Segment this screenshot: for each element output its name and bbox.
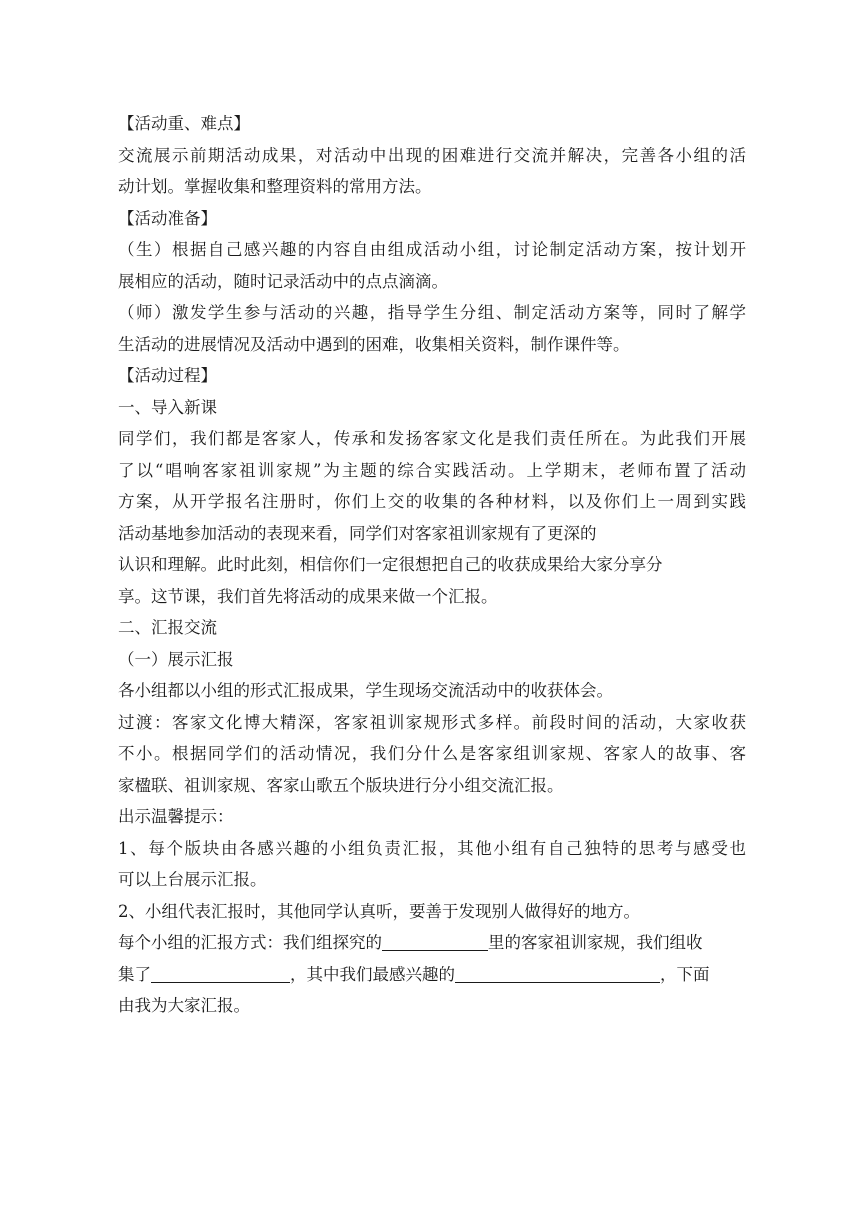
section-heading-process: 【活动过程】 — [118, 366, 217, 385]
subsection-heading-show: （一）展示汇报 — [118, 649, 234, 669]
paragraph-line: （师）激发学生参与活动的兴趣，指导学生分组、制定活动方案等，同时了解学 — [118, 303, 746, 322]
section-heading-key-points: 【活动重、难点】 — [118, 114, 250, 133]
paragraph-line: 不小。根据同学们的活动情况，我们分什么是客家组训家规、客家人的故事、客 — [118, 744, 746, 763]
fill-blank-1 — [382, 930, 488, 951]
paragraph-line: 家楹联、祖训家规、客家山歌五个版块进行分小组交流汇报。 — [118, 775, 564, 795]
paragraph-line: 生活动的进展情况及活动中遇到的困难，收集相关资料，制作课件等。 — [118, 334, 630, 354]
paragraph-line: 展相应的活动，随时记录活动中的点点滴滴。 — [118, 271, 448, 291]
tip-item-2: 2、小组代表汇报时，其他同学认真听，要善于发现别人做得好的地方。 — [118, 901, 640, 921]
template-text: ，其中我们最感兴趣的 — [290, 964, 455, 984]
subsection-heading-intro: 一、导入新课 — [118, 397, 217, 417]
report-template-line-2 — [118, 959, 746, 991]
paragraph-line: 各小组都以小组的形式汇报成果，学生现场交流活动中的收获体会。 — [118, 681, 613, 700]
template-text: ，下面 — [660, 964, 710, 984]
paragraph-line: （生）根据自己感兴趣的内容自由组成活动小组，讨论制定活动方案，按计划开 — [118, 240, 746, 259]
paragraph-line: 动计划。掌握收集和整理资料的常用方法。 — [118, 177, 432, 196]
document-page — [118, 108, 746, 1022]
fill-blank-3 — [455, 962, 660, 983]
subsection-heading-report: 二、汇报交流 — [118, 618, 217, 637]
template-text: 里的客家祖训家规，我们组收 — [488, 933, 703, 952]
report-template-line-1 — [118, 927, 746, 959]
section-heading-preparation: 【活动准备】 — [118, 208, 217, 228]
paragraph-line: 活动基地参加活动的表现来看，同学们对客家祖训家规有了更深的 — [118, 523, 597, 543]
template-text: 集了 — [118, 964, 151, 984]
paragraph-line: 由我为大家汇报。 — [118, 996, 250, 1015]
tips-heading: 出示温馨提示： — [118, 807, 234, 826]
paragraph-line: 认识和理解。此时此刻，相信你们一定很想把自己的收获成果给大家分享分 — [118, 555, 663, 574]
tip-item-1: 1、每个版块由各感兴趣的小组负责汇报，其他小组有自己独特的思考与感受也 — [118, 838, 746, 858]
template-text: 每个小组的汇报方式：我们组探究的 — [118, 933, 382, 952]
paragraph-line: 了以“唱响客家祖训家规”为主题的综合实践活动。上学期末，老师布置了活动 — [118, 460, 746, 480]
tip-item-1-cont: 可以上台展示汇报。 — [118, 870, 267, 889]
paragraph-line: 过渡：客家文化博大精深，客家祖训家规形式多样。前段时间的活动，大家收获 — [118, 712, 746, 732]
paragraph-line: 方案，从开学报名注册时，你们上交的收集的各种材料，以及你们上一周到实践 — [118, 492, 746, 511]
paragraph-line: 享。这节课，我们首先将活动的成果来做一个汇报。 — [118, 586, 498, 606]
fill-blank-2 — [151, 962, 290, 983]
paragraph-line: 同学们，我们都是客家人，传承和发扬客家文化是我们责任所在。为此我们开展 — [118, 429, 746, 448]
paragraph-line: 交流展示前期活动成果，对活动中出现的困难进行交流并解决，完善各小组的活 — [118, 145, 746, 165]
